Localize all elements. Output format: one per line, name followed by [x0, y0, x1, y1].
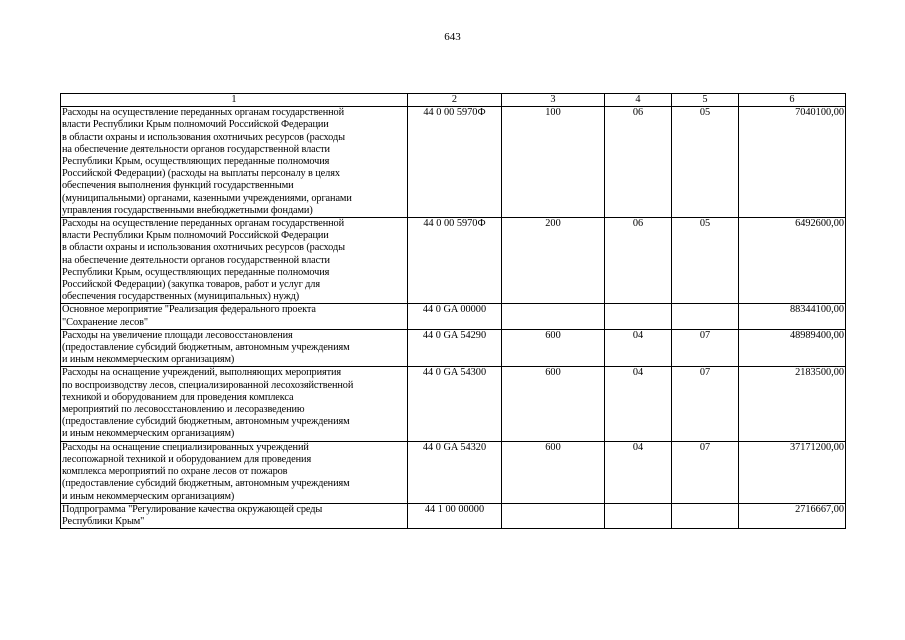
description-line: Расходы на оснащение специализированных учреждений [62, 441, 309, 453]
description-line: (предоставление субсидий бюджетным, автономным учреждениям [62, 342, 350, 354]
row-description [61, 441, 408, 503]
page-number: 643 [444, 31, 461, 43]
description-line: и иным некоммерческим организациям) [62, 354, 235, 366]
description-line: (предоставление субсидий бюджетным, автономным учреждениям [62, 478, 350, 490]
description-line: Расходы на осуществление переданных органам государственной [62, 218, 345, 230]
row-amount: 88344100,00 [739, 304, 846, 329]
row-amount: 2183500,00 [739, 367, 846, 441]
table-row [61, 107, 846, 218]
description-line: (предоставление субсидий бюджетным, автономным учреждениям [62, 416, 350, 428]
row-subsection: 05 [672, 107, 739, 218]
row-subsection: 05 [672, 218, 739, 304]
row-target-code: 44 1 00 00000 [408, 503, 502, 528]
description-line: Расходы на увеличение площади лесовосстановления [62, 329, 293, 341]
row-section [605, 304, 672, 329]
table-row [61, 218, 846, 304]
row-expense-type: 200 [502, 218, 605, 304]
description-line: в области охраны и использования охотничьих ресурсов (расходы [62, 131, 345, 143]
row-amount: 48989400,00 [739, 329, 846, 367]
row-amount: 2716667,00 [739, 503, 846, 528]
description-line: Расходы на оснащение учреждений, выполняющих мероприятия [62, 367, 342, 379]
description-line: комплекса мероприятий по охране лесов от пожаров [62, 466, 288, 478]
description-line: по воспроизводству лесов, специализированной лесохозяйственной [62, 379, 354, 391]
row-description [61, 107, 408, 218]
table-row [61, 367, 846, 441]
description-line: (муниципальными) органами, казенными учреждениями, органами [62, 192, 352, 204]
row-section: 04 [605, 367, 672, 441]
description-line: Республики Крым, осуществляющих переданные полномочия [62, 156, 330, 168]
row-expense-type: 600 [502, 367, 605, 441]
description-line: мероприятий по лесовосстановлению и лесоразведению [62, 404, 305, 416]
budget-table-body [61, 94, 846, 529]
row-description [61, 503, 408, 528]
description-line: власти Республики Крым полномочий Российской Федерации [62, 230, 329, 242]
row-description [61, 367, 408, 441]
table-row [61, 304, 846, 329]
row-expense-type: 100 [502, 107, 605, 218]
budget-table [60, 93, 846, 529]
description-line: лесопожарной техникой и оборудованием для проведения [62, 453, 312, 465]
row-target-code: 44 0 GA 54300 [408, 367, 502, 441]
description-line: власти Республики Крым полномочий Российской Федерации [62, 119, 329, 131]
description-line: на обеспечение деятельности органов государственной власти [62, 143, 330, 155]
row-amount: 7040100,00 [739, 107, 846, 218]
column-header-2: 2 [408, 94, 502, 107]
row-description [61, 218, 408, 304]
row-expense-type: 600 [502, 329, 605, 367]
description-line: Расходы на осуществление переданных органам государственной [62, 107, 345, 119]
description-line: в области охраны и использования охотничьих ресурсов (расходы [62, 242, 345, 254]
description-line: техникой и оборудованием для проведения комплекса [62, 391, 294, 403]
row-subsection: 07 [672, 329, 739, 367]
row-target-code: 44 0 GA 00000 [408, 304, 502, 329]
row-expense-type: 600 [502, 441, 605, 503]
description-line: "Сохранение лесов" [62, 316, 149, 328]
header-row [61, 94, 846, 107]
row-subsection: 07 [672, 367, 739, 441]
description-line: и иным некоммерческим организациям) [62, 428, 235, 440]
row-target-code: 44 0 GA 54320 [408, 441, 502, 503]
description-line: и иным некоммерческим организациям) [62, 490, 235, 502]
row-description [61, 329, 408, 367]
description-line: Российской Федерации) (закупка товаров, работ и услуг для [62, 279, 320, 291]
row-subsection [672, 304, 739, 329]
row-amount: 37171200,00 [739, 441, 846, 503]
description-line: Российской Федерации) (расходы на выплаты персоналу в целях [62, 168, 340, 180]
description-line: Основное мероприятие "Реализация федерального проекта [62, 304, 316, 316]
row-description [61, 304, 408, 329]
column-header-5: 5 [672, 94, 739, 107]
column-header-4: 4 [605, 94, 672, 107]
row-section [605, 503, 672, 528]
row-target-code: 44 0 00 5970Ф [408, 107, 502, 218]
column-header-6: 6 [739, 94, 846, 107]
row-target-code: 44 0 00 5970Ф [408, 218, 502, 304]
table-row [61, 503, 846, 528]
row-section: 04 [605, 329, 672, 367]
row-subsection: 07 [672, 441, 739, 503]
row-expense-type [502, 503, 605, 528]
description-line: обеспечения государственных (муниципальных) нужд) [62, 291, 300, 303]
description-line: Республики Крым" [62, 515, 145, 527]
table-row [61, 441, 846, 503]
description-line: на обеспечение деятельности органов государственной власти [62, 254, 330, 266]
row-amount: 6492600,00 [739, 218, 846, 304]
description-line: управления государственными внебюджетными фондами) [62, 204, 313, 216]
row-section: 06 [605, 107, 672, 218]
row-target-code: 44 0 GA 54290 [408, 329, 502, 367]
column-header-1: 1 [61, 94, 408, 107]
row-section: 06 [605, 218, 672, 304]
row-expense-type [502, 304, 605, 329]
row-subsection [672, 503, 739, 528]
description-line: Подпрограмма "Регулирование качества окружающей среды [62, 503, 323, 515]
column-header-3: 3 [502, 94, 605, 107]
table-row [61, 329, 846, 367]
row-section: 04 [605, 441, 672, 503]
description-line: Республики Крым, осуществляющих переданные полномочия [62, 266, 330, 278]
description-line: обеспечения выполнения функций государственными [62, 180, 294, 192]
